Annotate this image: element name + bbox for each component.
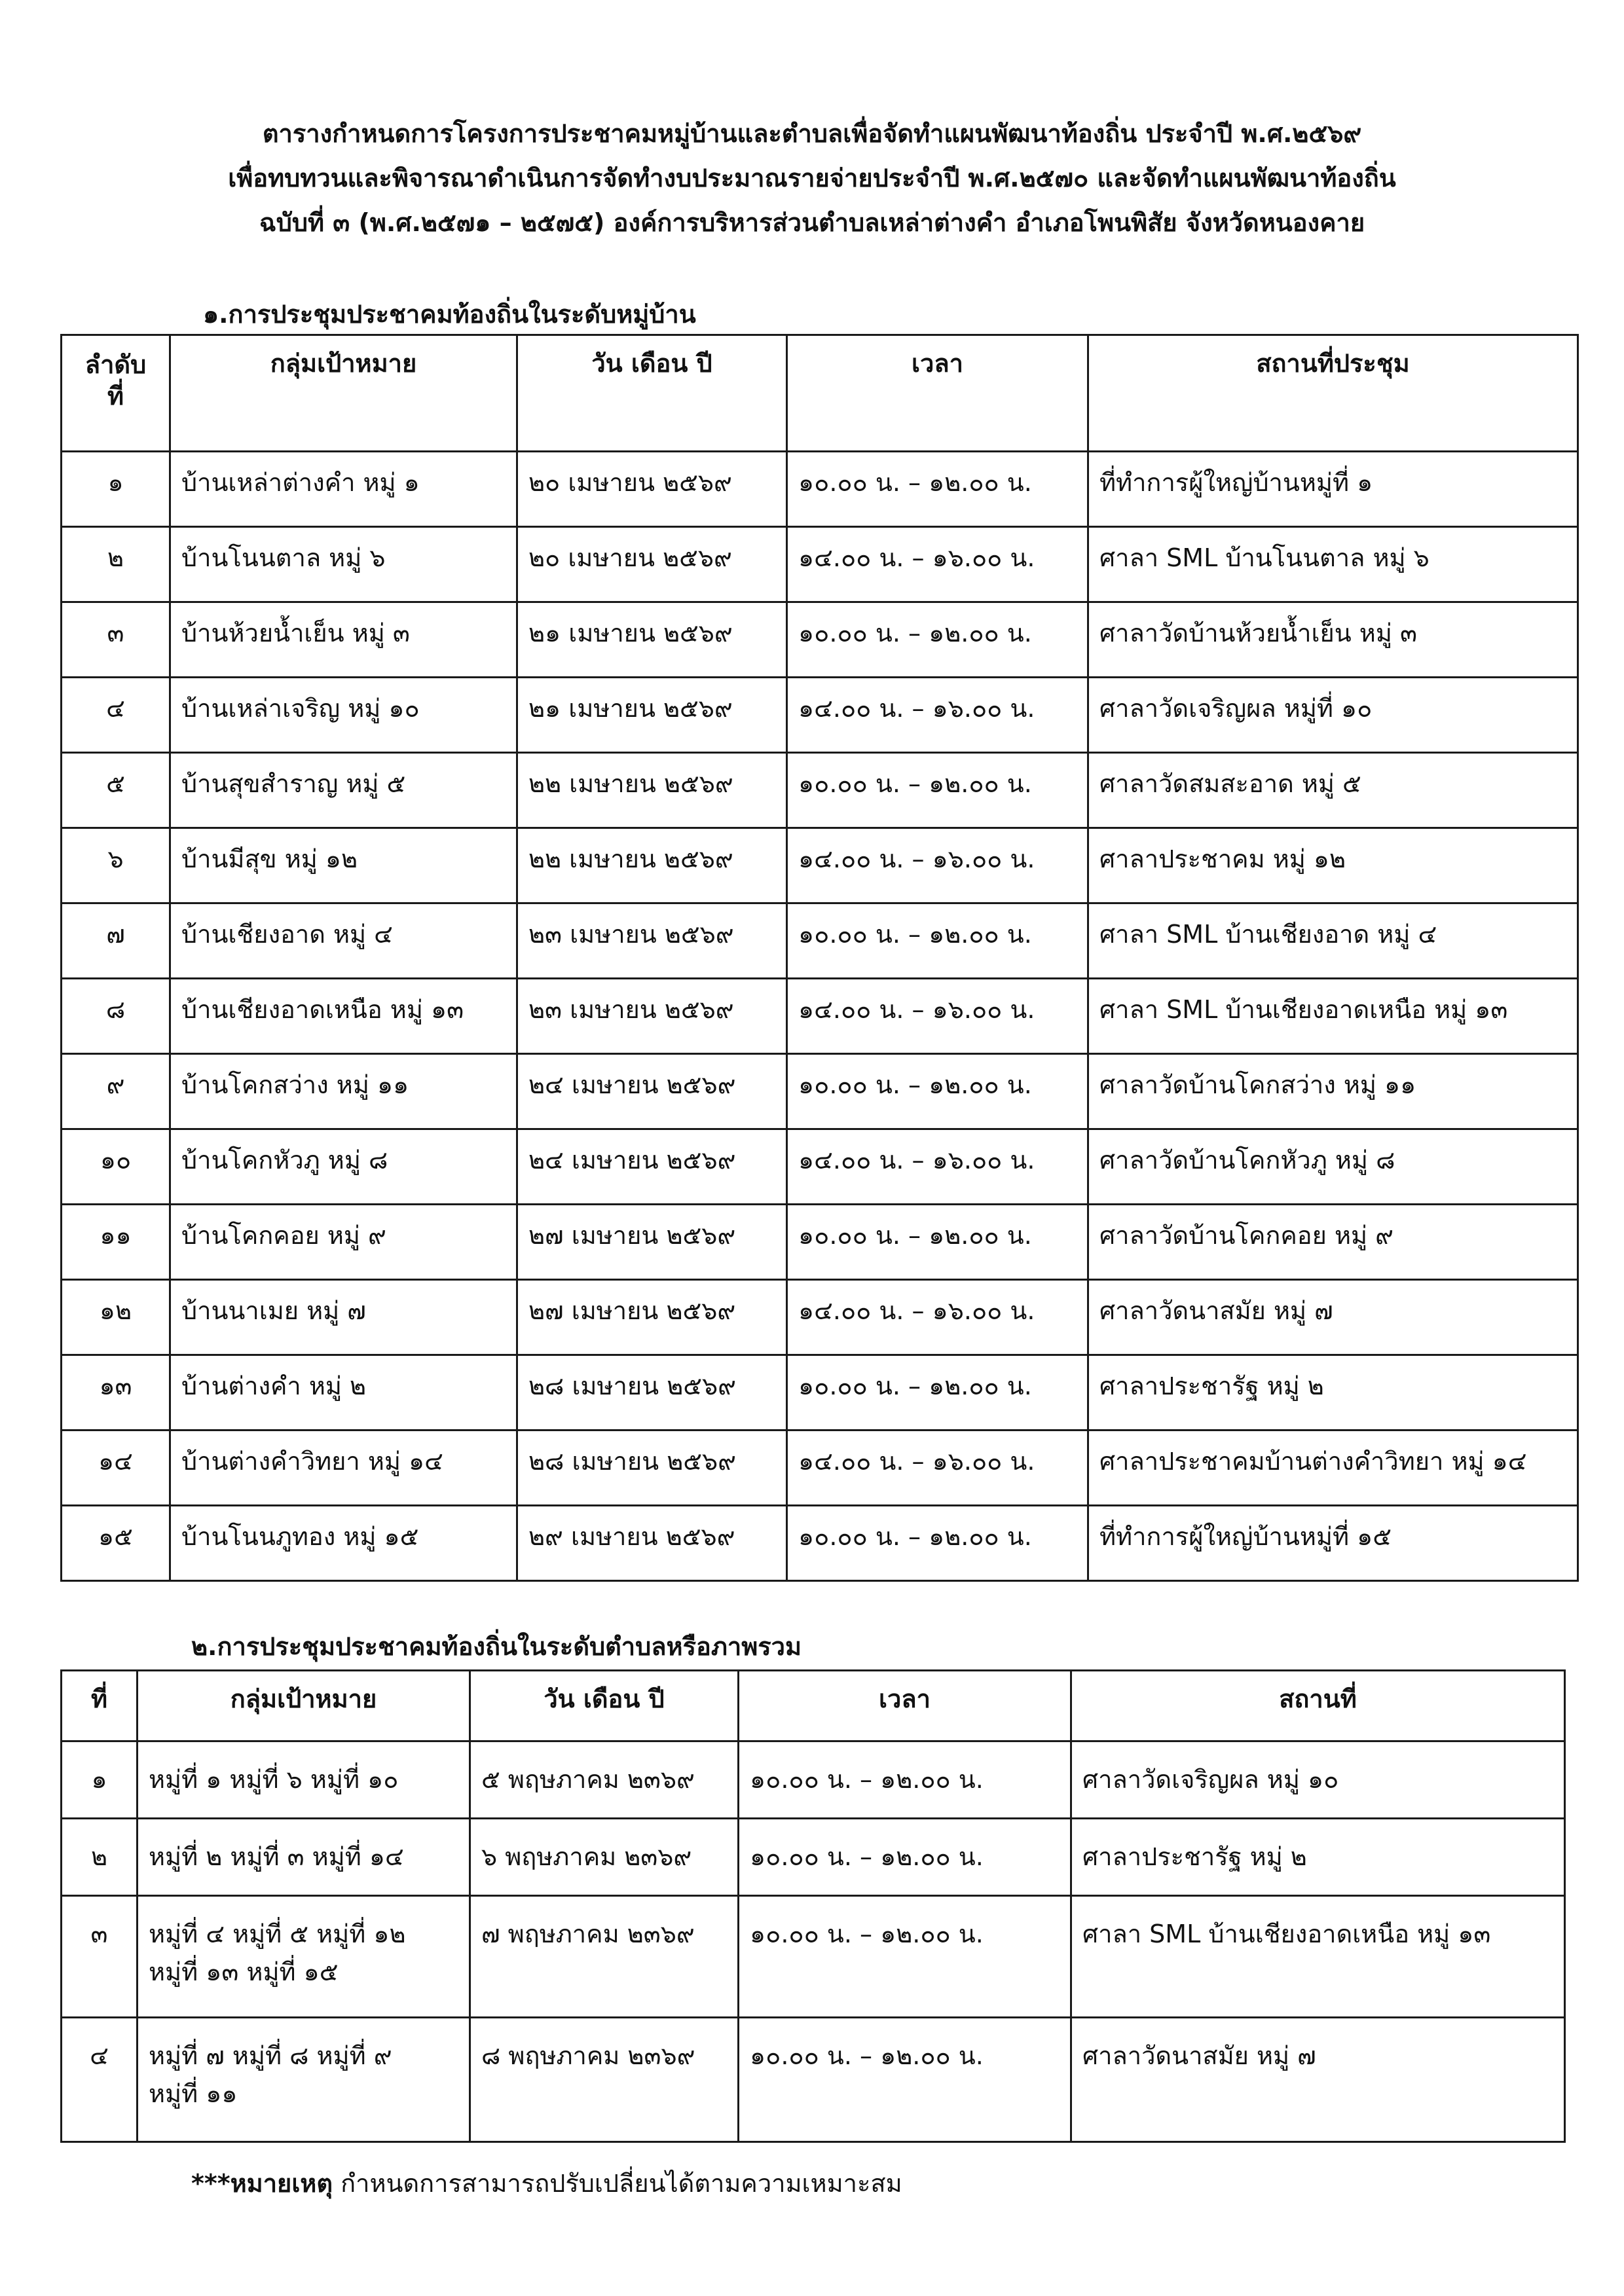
- title-line-1: ตารางกำหนดการโครงการประชาคมหมู่บ้านและตำบลเพื่อจัดทำแผนพัฒนาท้องถิ่น ประจำปี พ.ศ.๒๕๖๙: [262, 119, 1362, 148]
- row-date: ๒๓ เมษายน ๒๕๖๙: [517, 979, 787, 1054]
- table-row: [62, 828, 1578, 903]
- title-line-2: เพื่อทบทวนและพิจารณาดำเนินการจัดทำงบประมาณรายจ่ายประจำปี พ.ศ.๒๕๗๐ และจัดทำแผนพัฒนาท้องถิ่น: [228, 164, 1396, 192]
- table-row: [62, 678, 1578, 753]
- row-time: ๑๐.๐๐ น. – ๑๒.๐๐ น.: [739, 1741, 1071, 1819]
- row-time: ๑๐.๐๐ น. – ๑๒.๐๐ น.: [787, 903, 1088, 979]
- row-target: บ้านห้วยน้ำเย็น หมู่ ๓: [170, 602, 517, 678]
- row-time: ๑๐.๐๐ น. – ๑๒.๐๐ น.: [787, 1205, 1088, 1280]
- row-place: ศาลาวัดสมสะอาด หมู่ ๕: [1088, 753, 1578, 828]
- row-place: ศาลาวัดบ้านโคกคอย หมู่ ๙: [1088, 1205, 1578, 1280]
- row-no: ๑๓: [62, 1355, 170, 1430]
- table-row: [62, 753, 1578, 828]
- row-time: ๑๐.๐๐ น. – ๑๒.๐๐ น.: [787, 753, 1088, 828]
- row-no: ๑๐: [62, 1129, 170, 1205]
- row-time: ๑๔.๐๐ น. – ๑๖.๐๐ น.: [787, 828, 1088, 903]
- row-target: บ้านโคกหัวภู หมู่ ๘: [170, 1129, 517, 1205]
- row-place: ศาลาวัดบ้านห้วยน้ำเย็น หมู่ ๓: [1088, 602, 1578, 678]
- row-target: บ้านสุขสำราญ หมู่ ๕: [170, 753, 517, 828]
- row-target-line2: หมู่ที่ ๑๓ หมู่ที่ ๑๕: [149, 1958, 339, 1986]
- row-time: ๑๐.๐๐ น. – ๑๒.๐๐ น.: [739, 2018, 1071, 2142]
- row-time: ๑๐.๐๐ น. – ๑๒.๐๐ น.: [739, 1896, 1071, 2018]
- table-row: [62, 979, 1578, 1054]
- section-2-heading: ๒.การประชุมประชาคมท้องถิ่นในระดับตำบลหรือภาพรวม: [191, 1632, 802, 1661]
- row-date: ๒๒ เมษายน ๒๕๖๙: [517, 828, 787, 903]
- row-time: ๑๔.๐๐ น. – ๑๖.๐๐ น.: [787, 678, 1088, 753]
- row-time: ๑๐.๐๐ น. – ๑๒.๐๐ น.: [787, 452, 1088, 527]
- document-title: [79, 111, 1545, 245]
- header-date: วัน เดือน ปี: [470, 1671, 739, 1741]
- row-no: ๔: [62, 678, 170, 753]
- row-date: ๗ พฤษภาคม ๒๓๖๙: [470, 1896, 739, 2018]
- row-target: บ้านเหล่าต่างคำ หมู่ ๑: [170, 452, 517, 527]
- row-place: ศาลาประชารัฐ หมู่ ๒: [1088, 1355, 1578, 1430]
- table-row: [62, 452, 1578, 527]
- row-time: ๑๔.๐๐ น. – ๑๖.๐๐ น.: [787, 1280, 1088, 1355]
- table-row: [62, 1741, 1565, 1819]
- table-row: [62, 602, 1578, 678]
- row-no: ๑: [62, 452, 170, 527]
- row-target: บ้านโคกคอย หมู่ ๙: [170, 1205, 517, 1280]
- row-place: ศาลาวัดบ้านโคกสว่าง หมู่ ๑๑: [1088, 1054, 1578, 1129]
- row-no: ๑๑: [62, 1205, 170, 1280]
- row-target: [138, 1896, 470, 2018]
- table-header-row: [62, 335, 1578, 452]
- row-place: ศาลาวัดนาสมัย หมู่ ๗: [1071, 2018, 1565, 2142]
- row-target-line1: หมู่ที่ ๗ หมู่ที่ ๘ หมู่ที่ ๙: [149, 2041, 392, 2070]
- table-row: [62, 1205, 1578, 1280]
- footnote-label: ***หมายเหตุ: [191, 2169, 333, 2198]
- row-place: ที่ทำการผู้ใหญ่บ้านหมู่ที่ ๑: [1088, 452, 1578, 527]
- row-no: ๒: [62, 1819, 138, 1896]
- row-target: บ้านเหล่าเจริญ หมู่ ๑๐: [170, 678, 517, 753]
- row-time: ๑๔.๐๐ น. – ๑๖.๐๐ น.: [787, 1430, 1088, 1506]
- row-target: บ้านโนนตาล หมู่ ๖: [170, 527, 517, 602]
- row-place: ศาลา SML บ้านเชียงอาดเหนือ หมู่ ๑๓: [1088, 979, 1578, 1054]
- table-row: [62, 1430, 1578, 1506]
- row-time: ๑๐.๐๐ น. – ๑๒.๐๐ น.: [787, 1355, 1088, 1430]
- table-row: [62, 1896, 1565, 2018]
- table-row: [62, 1129, 1578, 1205]
- subdistrict-meeting-table: [60, 1669, 1566, 2143]
- header-target: กลุ่มเป้าหมาย: [170, 335, 517, 452]
- row-place: ศาลาประชาคม หมู่ ๑๒: [1088, 828, 1578, 903]
- row-no: ๓: [62, 602, 170, 678]
- row-time: ๑๐.๐๐ น. – ๑๒.๐๐ น.: [739, 1819, 1071, 1896]
- row-date: ๒๐ เมษายน ๒๕๖๙: [517, 527, 787, 602]
- table-row: [62, 1280, 1578, 1355]
- row-target-line1: หมู่ที่ ๑ หมู่ที่ ๖ หมู่ที่ ๑๐: [149, 1765, 399, 1794]
- table-row: [62, 2018, 1565, 2142]
- row-time: ๑๐.๐๐ น. – ๑๒.๐๐ น.: [787, 602, 1088, 678]
- row-date: ๒๗ เมษายน ๒๕๖๙: [517, 1280, 787, 1355]
- row-target: บ้านโคกสว่าง หมู่ ๑๑: [170, 1054, 517, 1129]
- row-no: ๔: [62, 2018, 138, 2142]
- row-place: ศาลาวัดเจริญผล หมู่ ๑๐: [1071, 1741, 1565, 1819]
- table-row: [62, 527, 1578, 602]
- header-no-line1: ลำดับ: [84, 350, 147, 379]
- table-row: [62, 1819, 1565, 1896]
- row-date: ๒๐ เมษายน ๒๕๖๙: [517, 452, 787, 527]
- header-date: วัน เดือน ปี: [517, 335, 787, 452]
- row-target: [138, 1741, 470, 1819]
- row-no: ๑๒: [62, 1280, 170, 1355]
- row-target: บ้านต่างคำ หมู่ ๒: [170, 1355, 517, 1430]
- row-place: ศาลาวัดนาสมัย หมู่ ๗: [1088, 1280, 1578, 1355]
- row-target-line1: หมู่ที่ ๒ หมู่ที่ ๓ หมู่ที่ ๑๔: [149, 1842, 404, 1871]
- row-date: ๒๔ เมษายน ๒๕๖๙: [517, 1054, 787, 1129]
- row-no: ๒: [62, 527, 170, 602]
- row-place: ศาลา SML บ้านเชียงอาด หมู่ ๔: [1088, 903, 1578, 979]
- table-row: [62, 1506, 1578, 1581]
- row-date: ๒๘ เมษายน ๒๕๖๙: [517, 1430, 787, 1506]
- row-no: ๗: [62, 903, 170, 979]
- row-date: ๕ พฤษภาคม ๒๓๖๙: [470, 1741, 739, 1819]
- row-place: ศาลาประชารัฐ หมู่ ๒: [1071, 1819, 1565, 1896]
- row-no: ๑๕: [62, 1506, 170, 1581]
- header-no-line2: ที่: [107, 382, 124, 410]
- row-target: บ้านมีสุข หมู่ ๑๒: [170, 828, 517, 903]
- section-1-heading: ๑.การประชุมประชาคมท้องถิ่นในระดับหมู่บ้าน: [203, 300, 696, 329]
- row-no: ๕: [62, 753, 170, 828]
- row-target: [138, 2018, 470, 2142]
- row-date: ๒๓ เมษายน ๒๕๖๙: [517, 903, 787, 979]
- table-row: [62, 1355, 1578, 1430]
- row-no: ๖: [62, 828, 170, 903]
- row-target: บ้านเชียงอาด หมู่ ๔: [170, 903, 517, 979]
- row-target: บ้านโนนภูทอง หมู่ ๑๕: [170, 1506, 517, 1581]
- header-place: สถานที่: [1071, 1671, 1565, 1741]
- row-no: ๑๔: [62, 1430, 170, 1506]
- row-target: บ้านต่างคำวิทยา หมู่ ๑๔: [170, 1430, 517, 1506]
- header-time: เวลา: [739, 1671, 1071, 1741]
- row-date: ๒๑ เมษายน ๒๕๖๙: [517, 602, 787, 678]
- header-target: กลุ่มเป้าหมาย: [138, 1671, 470, 1741]
- row-date: ๒๑ เมษายน ๒๕๖๙: [517, 678, 787, 753]
- footnote: [191, 2167, 902, 2200]
- row-no: ๙: [62, 1054, 170, 1129]
- row-time: ๑๔.๐๐ น. – ๑๖.๐๐ น.: [787, 527, 1088, 602]
- footnote-text: กำหนดการสามารถปรับเปลี่ยนได้ตามความเหมาะสม: [333, 2169, 902, 2198]
- row-place: ที่ทำการผู้ใหญ่บ้านหมู่ที่ ๑๕: [1088, 1506, 1578, 1581]
- row-no: ๑: [62, 1741, 138, 1819]
- row-place: ศาลาประชาคมบ้านต่างคำวิทยา หมู่ ๑๔: [1088, 1430, 1578, 1506]
- row-time: ๑๐.๐๐ น. – ๑๒.๐๐ น.: [787, 1506, 1088, 1581]
- row-place: ศาลา SML บ้านโนนตาล หมู่ ๖: [1088, 527, 1578, 602]
- table-row: [62, 1054, 1578, 1129]
- table-header-row: [62, 1671, 1565, 1741]
- row-time: ๑๔.๐๐ น. – ๑๖.๐๐ น.: [787, 979, 1088, 1054]
- row-date: ๒๔ เมษายน ๒๕๖๙: [517, 1129, 787, 1205]
- row-place: ศาลา SML บ้านเชียงอาดเหนือ หมู่ ๑๓: [1071, 1896, 1565, 2018]
- row-date: ๒๙ เมษายน ๒๕๖๙: [517, 1506, 787, 1581]
- row-no: ๘: [62, 979, 170, 1054]
- header-no: ที่: [62, 1671, 138, 1741]
- row-place: ศาลาวัดบ้านโคกหัวภู หมู่ ๘: [1088, 1129, 1578, 1205]
- header-place: สถานที่ประชุม: [1088, 335, 1578, 452]
- title-line-3: ฉบับที่ ๓ (พ.ศ.๒๕๗๑ – ๒๕๗๕) องค์การบริหารส่วนตำบลเหล่าต่างคำ อำเภอโพนพิสัย จังหวัดหนองคาย: [259, 208, 1365, 237]
- row-time: ๑๔.๐๐ น. – ๑๖.๐๐ น.: [787, 1129, 1088, 1205]
- row-no: ๓: [62, 1896, 138, 2018]
- row-date: ๒๒ เมษายน ๒๕๖๙: [517, 753, 787, 828]
- village-meeting-table: [60, 334, 1579, 1582]
- row-target-line2: หมู่ที่ ๑๑: [149, 2079, 238, 2108]
- row-target: บ้านนาเมย หมู่ ๗: [170, 1280, 517, 1355]
- row-target-line1: หมู่ที่ ๔ หมู่ที่ ๕ หมู่ที่ ๑๒: [149, 1920, 406, 1948]
- row-target: บ้านเชียงอาดเหนือ หมู่ ๑๓: [170, 979, 517, 1054]
- table-row: [62, 903, 1578, 979]
- row-date: ๘ พฤษภาคม ๒๓๖๙: [470, 2018, 739, 2142]
- row-date: ๖ พฤษภาคม ๒๓๖๙: [470, 1819, 739, 1896]
- row-target: [138, 1819, 470, 1896]
- header-no: [62, 335, 170, 452]
- header-time: เวลา: [787, 335, 1088, 452]
- row-place: ศาลาวัดเจริญผล หมู่ที่ ๑๐: [1088, 678, 1578, 753]
- row-date: ๒๗ เมษายน ๒๕๖๙: [517, 1205, 787, 1280]
- row-time: ๑๐.๐๐ น. – ๑๒.๐๐ น.: [787, 1054, 1088, 1129]
- row-date: ๒๘ เมษายน ๒๕๖๙: [517, 1355, 787, 1430]
